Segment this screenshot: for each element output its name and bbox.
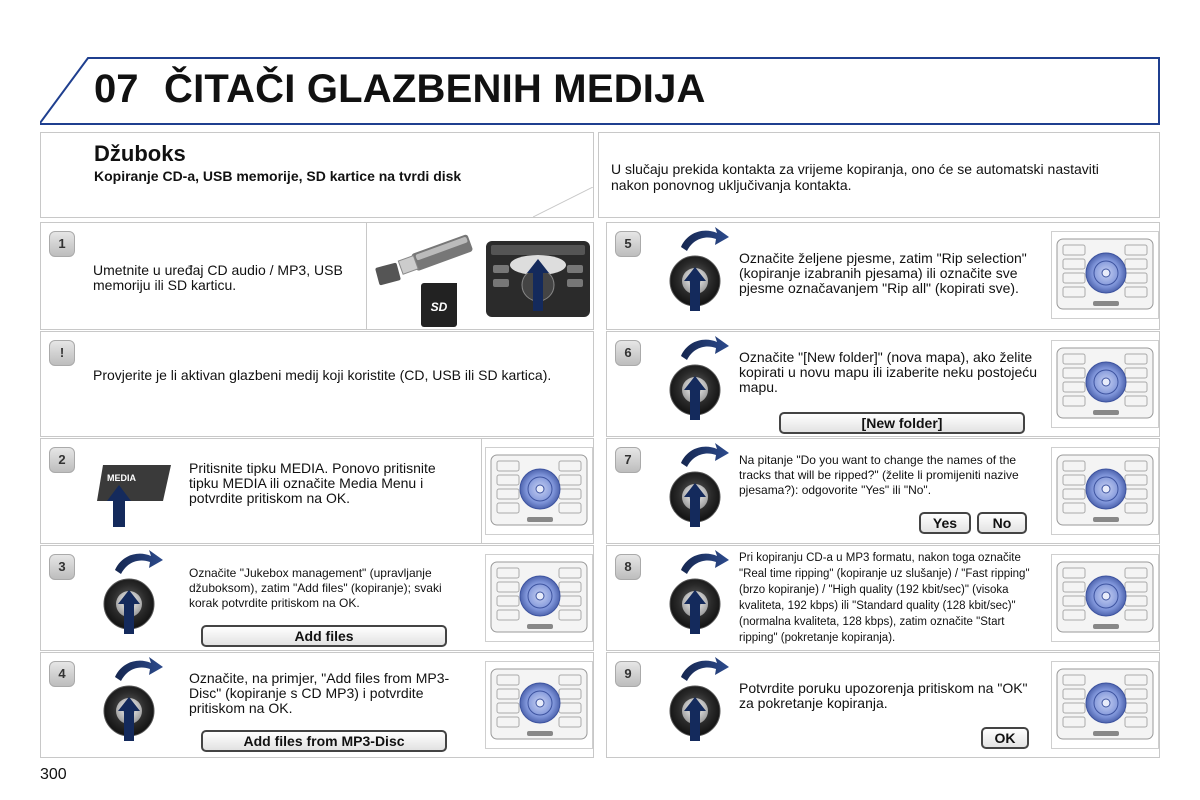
step-badge: 4 <box>49 661 75 687</box>
add-files-button[interactable]: Add files <box>201 625 447 647</box>
section-title: Džuboks <box>94 141 186 166</box>
rotary-knob-icon <box>669 227 733 311</box>
step-1-box <box>40 222 594 330</box>
divider <box>366 223 367 329</box>
head-unit-panel-icon <box>485 661 593 749</box>
step-4-box <box>40 652 594 758</box>
step-2-box <box>40 438 594 544</box>
step-5-text: Označite željene pjesme, zatim "Rip selection" (kopiranje izabranih pjesama) ili označite sve pjesme označavanjem "Rip all" (kopirati sve). <box>739 250 1027 296</box>
corner-fold-icon <box>533 187 593 217</box>
rotary-knob-icon <box>669 336 733 420</box>
step-9-box <box>606 652 1160 758</box>
chapter-header <box>40 57 1160 125</box>
ok-button[interactable]: OK <box>981 727 1029 749</box>
head-unit-panel-icon <box>485 554 593 642</box>
head-unit-panel-icon <box>1051 231 1159 319</box>
chapter-number: 07 <box>94 67 139 111</box>
yes-button[interactable]: Yes <box>919 512 971 534</box>
step-badge: 2 <box>49 447 75 473</box>
step-1-text: Umetnite u uređaj CD audio / MP3, USB memoriju ili SD karticu. <box>93 262 343 293</box>
rotary-knob-icon <box>103 550 167 634</box>
step-badge: 3 <box>49 554 75 580</box>
step-6-box <box>606 331 1160 437</box>
step-badge: 6 <box>615 340 641 366</box>
chapter-title: ČITAČI GLAZBENIH MEDIJA <box>164 67 706 111</box>
media-key-icon <box>97 461 177 529</box>
step-5-box <box>606 222 1160 330</box>
add-files-from-mp3-disc-button[interactable]: Add files from MP3-Disc <box>201 730 447 752</box>
divider <box>481 439 482 543</box>
step-9-text: Potvrdite poruku upozorenja pritiskom na "OK" za pokretanje kopiranja. <box>739 680 1028 711</box>
step-badge: 9 <box>615 661 641 687</box>
page-number: 300 <box>40 766 67 783</box>
intro-note-box <box>598 132 1160 218</box>
usb-stick-sd-card-icon <box>373 227 483 327</box>
step-3-text: Označite "Jukebox management" (upravljanje džuboksom), zatim "Add files" (kopiranje); svaki korak potvrdite pritiskom na OK. <box>189 566 442 610</box>
step-badge: 5 <box>615 231 641 257</box>
step-4-text: Označite, na primjer, "Add files from MP3-Disc" (kopiranje s CD MP3) i potvrdite pritiskom na OK. <box>189 670 450 716</box>
step-8-text: Pri kopiranju CD-a u MP3 formatu, nakon toga označite "Real time ripping" (kopiranje uz slušanje) / "Fast ripping" (brzo kopiranje) / "High quality (192 kbit/sec)" (visoka kvaliteta, 192 kbps) ili "Standard quality (128 kbit/sec)" (normalna kvaliteta, 128 kbps), zatim označite "Start ripping" (pokretanje kopiranja). <box>739 552 1030 644</box>
new-folder-button[interactable]: [New folder] <box>779 412 1025 434</box>
step-8-box <box>606 545 1160 651</box>
step-2-text: Pritisnite tipku MEDIA. Ponovo pritisnite tipku MEDIA ili označite Media Menu i potvrdite pritiskom na OK. <box>189 460 436 506</box>
rotary-knob-icon <box>669 657 733 741</box>
head-unit-panel-icon <box>1051 447 1159 535</box>
step-badge: 7 <box>615 447 641 473</box>
sd-logo: SD <box>430 300 448 314</box>
media-key-label: MEDIA <box>107 473 136 483</box>
intro-note: U slučaju prekida kontakta za vrijeme kopiranja, ono će se automatski nastaviti nakon ponovnog uključivanja kontakta. <box>611 161 1099 193</box>
section-subtitle: Kopiranje CD-a, USB memorije, SD kartice na tvrdi disk <box>94 168 462 184</box>
rotary-knob-icon <box>103 657 167 741</box>
step-badge: 8 <box>615 554 641 580</box>
head-unit-panel-icon <box>1051 340 1159 428</box>
rotary-knob-icon <box>669 550 733 634</box>
head-unit-panel-icon <box>1051 554 1159 642</box>
warning-box <box>40 331 594 437</box>
rotary-knob-icon <box>669 443 733 527</box>
head-unit-panel-icon <box>485 447 593 535</box>
cd-slot-head-unit-icon <box>485 235 591 323</box>
intro-section-title-box <box>40 132 594 218</box>
warning-text: Provjerite je li aktivan glazbeni medij koji koristite (CD, USB ili SD kartica). <box>93 367 552 383</box>
step-6-text: Označite "[New folder]" (nova mapa), ako želite kopirati u novu mapu ili izaberite neku postojeću mapu. <box>739 349 1038 395</box>
step-3-box <box>40 545 594 651</box>
step-7-box <box>606 438 1160 544</box>
no-button[interactable]: No <box>977 512 1027 534</box>
step-badge: 1 <box>49 231 75 257</box>
step-7-text: Na pitanje "Do you want to change the names of the tracks that will be ripped?" (želite li promijeniti nazive pjesama?): odgovorite "Yes" ili "No". <box>739 453 1019 497</box>
warning-badge: ! <box>49 340 75 366</box>
head-unit-panel-icon <box>1051 661 1159 749</box>
